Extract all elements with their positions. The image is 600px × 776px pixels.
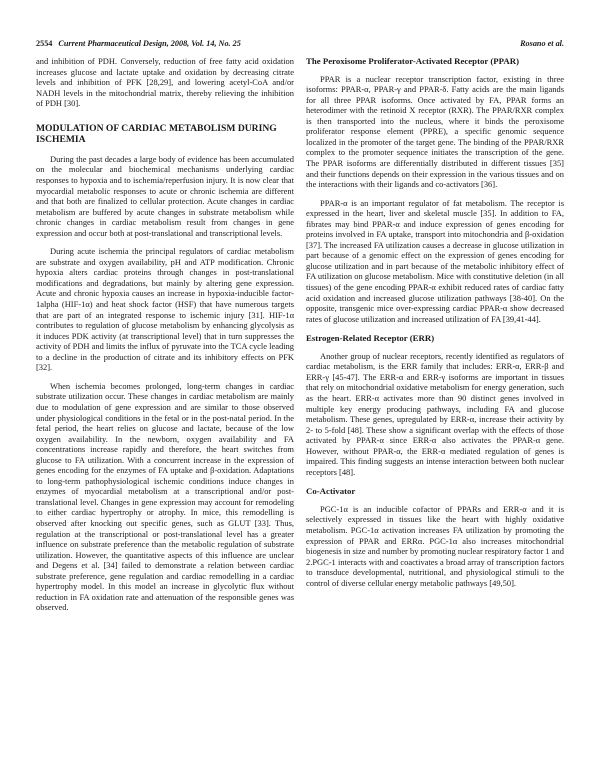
subsection-heading-err: Estrogen-Related Receptor (ERR) <box>306 333 435 344</box>
paragraph: PPAR is a nuclear receptor transcription factor, existing in three isoforms: PPAR-α, PPAR-γ and PPAR-δ. Fatty acids are the main ligands for all three PPAR isoforms. Once activated by FA, PPAR forms an heterodimer with the retinoid X receptor (RXR). The PPAR/RXR complex is then transported into the nucleus, where it binds the peroxisome proliferator response element (PPRE), a specific genomic sequence localized in the promoter of the target gene. The binding of the PPAR/RXR complex to the promoter sequence initiates the transcription of the gene. The PPAR isoforms are differentially distributed in different tissues [35] and their functions depends on their expression in the various tissues and on the interactions with their ligands and co-activators [36]. <box>306 73 564 190</box>
running-header <box>36 37 564 51</box>
subsection-heading-ppar: The Peroxisome Proliferator-Activated Receptor (PPAR) <box>306 56 520 66</box>
paragraph: During acute ischemia the principal regulators of cardiac metabolism are substrate and oxygen availability, pH and ATP modification. Chronic hypoxia alters cardiac proteins through changes in post-translational modifications and degradations, but mainly by altering gene expression. Acute and chronic hypoxia causes an increase in hypoxia-inducible factor-1alpha (HIF-1α) and heat shock factor (HSF) that have numerous targets that are part of an integrated response to ischemic injury [31]. HIF-1α contributes to regulation of glucose metabolism by enhancing glycolysis as it induces PDK activity (at transcriptional level) that in turn suppresses the activity of PDH and limits the influx of pyruvate into the TCA cycle leading to a decline in the production of citrate and its inhibitory effects on PFK [32]. <box>36 246 294 373</box>
journal-citation: Current Pharmaceutical Design, 2008, Vol. 14, No. 25 <box>58 39 241 48</box>
paragraph: Another group of nuclear receptors, recently identified as regulators of cardiac metabolism, is the ERR family that includes: ERR-α, ERR-β and ERR-γ [45-47]. The ERR-α and ERR-γ isoforms are important in tissues that rely on mitochondrial oxidative metabolism for energy generation, such as the heart. ERR-α activates more than 90 distinct genes involved in multiple key energy producing pathways, including FA and glucose metabolism. These genes, upregulated by ERR-α, increase their activity by 2- to 5-fold [48]. These show a significant overlap with the effects of those activated by PPAR-α since ERR-α also activates the PPAR-α gene. However, without PPAR-α, the ERR-α mediated regulation of genes is impaired. This finding suggests an intense interaction between both nuclear receptors [48]. <box>306 350 564 477</box>
section-heading: MODULATION OF CARDIAC METABOLISM DURING ISCHEMIA <box>36 122 277 146</box>
subsection-heading-coactivator: Co-Activator <box>306 486 356 497</box>
paragraph: PGC-1α is an inducible cofactor of PPARs and ERR-α and it is selectively expressed in tissues like the heart with highly oxidative metabolism. PGC-1α activation increases FA utilization by promoting the expression of PPAR and ERRα. PGC-1α also increases mitochondrial biogenesis in size and number by promoting nuclear respiratory factor 1 and 2.PGC-1 interacts with and coactivates a broad array of transcription factors to transduce developmental, nutritional, and physiological stimuli to the control of diverse cellular energy metabolic pathways [49,50]. <box>306 503 564 588</box>
header-left <box>36 37 241 51</box>
header-authors: Rosano et al. <box>520 39 564 48</box>
paragraph: PPAR-α is an important regulator of fat metabolism. The receptor is expressed in the heart, liver and skeletal muscle [35]. In addition to FA, fibrates may bind PPAR-α and induce expression of genes encoding for proteins involved in FA uptake, transport into mitochondria and β-oxidation [37]. The increased FA utilization causes a decrease in glucose utilization in part because of a genomic effect on the expression of genes encoding for glucose utilization and in part because of the metabolic inhibitory effect of FA utilization on glucose metabolism. Mice with constitutive deletion (in all tissues) of the gene encoding PPAR-α exhibit reduced rates of cardiac fatty acid oxidation and increased glucose utilization pathways [38-40]. On the opposite, transgenic mice over-expressing cardiac PPAR-α show decreased rates of glucose utilization and increased utilization of FA [39,41-44]. <box>306 197 564 324</box>
paragraph: When ischemia becomes prolonged, long-term changes in cardiac substrate utilization occur. These changes in cardiac metabolism are mainly due to modulation of gene expression and are similar to those observed under physiological conditions in the fetal or in the post-natal period. In the fetal period, the heart relies on glucose and lactate, because of the low oxygen availability. In the newborn, oxygen availability and FA concentrations increase rapidly and therefore, the heart switches from glucose to FA utilization. With a concurrent increase in the expression of genes encoding for the enzymes of FA uptake and β-oxidation. Adaptations to long-term pathophysiological ischemic conditions induce changes in enzymes of myocardial metabolism at a transcriptional and/or post-translational level. Changes in gene expression may account for remodeling to either cardiac hypertrophy or atrophy. In mice, this remodelling is observed after knocking out specific genes, such as GLUT [33]. Thus, regulation at the transcriptional or post-translational level has a greater influence on substrate preference than the metabolic regulation of substrate utilization. However, the quantitative aspects of this influence are unclear and Degens et al. [34] failed to demonstrate a relation between cardiac substrate preference, gene regulation and cardiac remodelling in a cardiac hypertrophy model. In this model an increase in glycolytic flux without reduction in FA oxidation rate and attenuation of the responsible genes was observed. <box>36 380 294 613</box>
left-column <box>36 56 294 621</box>
paragraph: During the past decades a large body of evidence has been accumulated on the molecular and biochemical mechanisms underlying cardiac responses to hypoxia and to ischemia/reperfusion injury. It is now clear that myocardial metabolic responses to acute or chronic ischemia are different and that both are finalized to cellular protection. Acute changes in cardiac metabolism are buffered by acute changes in substrate metabolism while chronic changes in cardiac metabolism result from changes in gene expression and occur both at post-translational and transcriptional levels. <box>36 153 294 238</box>
right-column <box>306 56 564 596</box>
paragraph: and inhibition of PDH. Conversely, reduction of free fatty acid oxidation increases glucose and lactate uptake and oxidation by decreasing citrate levels and inhibition of PFK [28,29], and lowering acetyl-CoA and/or NADH levels in the mitochondrial matrix, thereby relieving the inhibition of PDH [30]. <box>36 56 294 109</box>
page-number: 2554 <box>36 39 53 48</box>
